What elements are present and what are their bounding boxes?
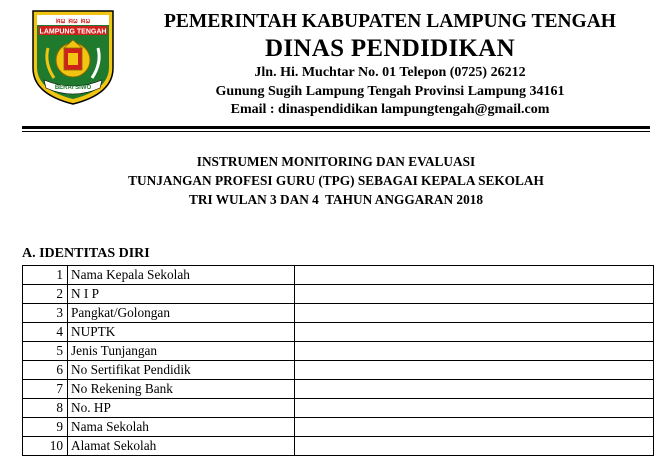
letterhead-divider-thick (22, 126, 650, 129)
field-value-cell[interactable] (295, 418, 654, 437)
title-line-1: INSTRUMEN MONITORING DAN EVALUASI (196, 154, 476, 169)
field-value-cell[interactable] (295, 380, 654, 399)
field-label: No Sertifikat Pendidik (68, 361, 295, 380)
identity-table (22, 265, 654, 456)
field-label: No Rekening Bank (68, 380, 295, 399)
letterhead (120, 10, 660, 120)
title-line-3: TRI WULAN 3 DAN 4 TAHUN ANGGARAN 2018 (188, 192, 484, 207)
table-row (23, 380, 654, 399)
field-value-cell[interactable] (295, 361, 654, 380)
row-number: 4 (23, 323, 68, 342)
row-number: 10 (23, 437, 68, 456)
logo-top-text: LAMPUNG TENGAH (39, 28, 107, 36)
field-label: Nama Kepala Sekolah (68, 266, 295, 285)
title-line-2: TUNJANGAN PROFESI GURU (TPG) SEBAGAI KEPALA SEKOLAH (128, 173, 544, 188)
document-title (20, 152, 652, 209)
table-row (23, 285, 654, 304)
field-label: N I P (68, 285, 295, 304)
field-value-cell[interactable] (295, 437, 654, 456)
email-line: Email : dinaspendidikan lampungtengah@gmail.com (230, 102, 550, 117)
field-value-cell[interactable] (295, 266, 654, 285)
row-number: 7 (23, 380, 68, 399)
field-value-cell[interactable] (295, 399, 654, 418)
table-row (23, 437, 654, 456)
field-label: NUPTK (68, 323, 295, 342)
row-number: 1 (23, 266, 68, 285)
field-label: Jenis Tunjangan (68, 342, 295, 361)
field-label: Alamat Sekolah (68, 437, 295, 456)
table-row (23, 266, 654, 285)
table-row (23, 361, 654, 380)
table-row (23, 342, 654, 361)
row-number: 2 (23, 285, 68, 304)
field-value-cell[interactable] (295, 342, 654, 361)
table-row (23, 304, 654, 323)
field-value-cell[interactable] (295, 304, 654, 323)
office-name: DINAS PENDIDIKAN (265, 35, 515, 62)
row-number: 8 (23, 399, 68, 418)
lampung-tengah-emblem-logo (30, 8, 116, 106)
field-label: No. HP (68, 399, 295, 418)
logo-motto-text: BERAI SIWO (54, 85, 92, 91)
row-number: 5 (23, 342, 68, 361)
section-a-heading: A. IDENTITAS DIRI (22, 246, 150, 261)
letterhead-divider-thin (22, 131, 650, 132)
table-row (23, 399, 654, 418)
address-line-1: Jln. Hi. Muchtar No. 01 Telepon (0725) 26212 (254, 65, 526, 80)
row-number: 3 (23, 304, 68, 323)
government-name: PEMERINTAH KABUPATEN LAMPUNG TENGAH (164, 11, 616, 32)
field-label: Nama Sekolah (68, 418, 295, 437)
field-label: Pangkat/Golongan (68, 304, 295, 323)
table-row (23, 323, 654, 342)
row-number: 9 (23, 418, 68, 437)
table-row (23, 418, 654, 437)
row-number: 6 (23, 361, 68, 380)
field-value-cell[interactable] (295, 323, 654, 342)
logo-script-text: ꤌꤗ ꤌꤗ ꤌꤗ (55, 16, 91, 25)
address-line-2: Gunung Sugih Lampung Tengah Provinsi Lampung 34161 (215, 83, 565, 99)
field-value-cell[interactable] (295, 285, 654, 304)
